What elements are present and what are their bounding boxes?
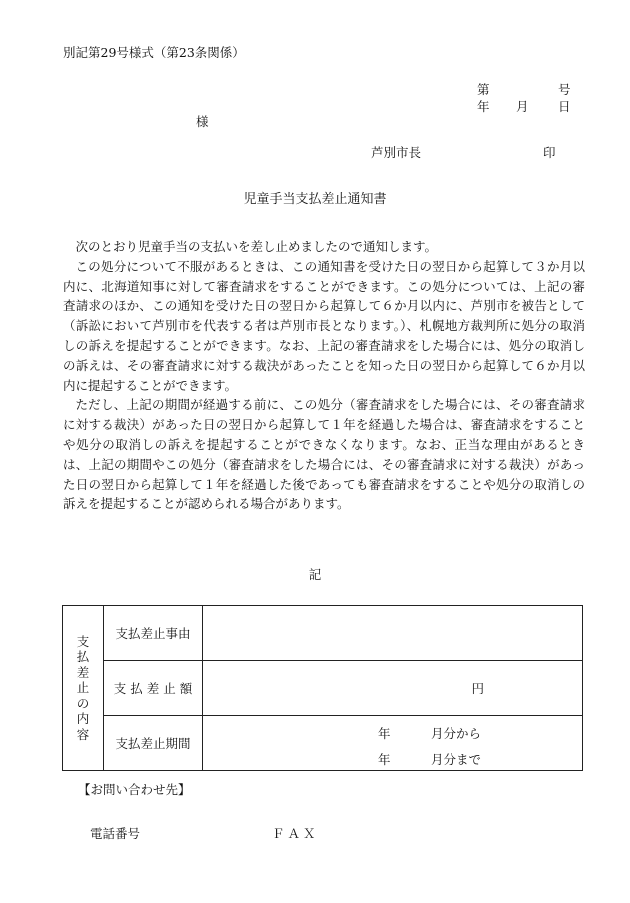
form-label: 別記第29号様式（第23条関係） xyxy=(63,45,245,60)
period-label: 支払差止期間 xyxy=(115,736,191,751)
reason-label: 支払差止事由 xyxy=(115,626,191,641)
document-number-suffix: 号 xyxy=(558,82,571,97)
reason-label-cell xyxy=(104,606,203,661)
phone-label: 電話番号 xyxy=(90,826,141,841)
date-month-label: 月 xyxy=(516,99,529,114)
date-year-label: 年 xyxy=(477,99,490,114)
issuer-name: 芦別市長 xyxy=(371,145,422,160)
body-paragraph: 次のとおり児童手当の支払いを差し止めましたので通知します。 xyxy=(75,239,438,254)
date-day-label: 日 xyxy=(558,99,571,114)
period-to-year: 年 xyxy=(378,752,391,767)
fax-label: ＦＡＸ xyxy=(272,826,319,841)
document-number-prefix: 第 xyxy=(477,82,490,97)
ki-marker: 記 xyxy=(308,567,322,582)
body-paragraph: ただし、上記の期間が経過する前に、この処分（審査請求をした場合には、その審査請求に対する裁決）があった日の翌日から起算して１年を経過した場合は、審査請求をすることや処分の取消しの訴えを提起することができなくなります。なお、正当な理由があるときは、上記の期間やこの処分（審査請求をした場合には、その審査請求に対する裁決）があった日の翌日から起算して１年を経過した後であっても審査請求をすることや処分の取消しの訴えを提起することが認められる場合があります。 xyxy=(63,397,585,512)
contact-heading: 【お問い合わせ先】 xyxy=(78,782,191,797)
recipient-honorific: 様 xyxy=(196,114,209,129)
suspension-details-table xyxy=(62,605,583,771)
period-label-cell xyxy=(104,716,203,771)
period-value-cell xyxy=(203,716,583,771)
notice-body xyxy=(63,237,585,514)
seal-mark: 印 xyxy=(543,145,556,160)
period-to-line xyxy=(378,750,481,768)
period-to-month: 月分まで xyxy=(431,752,482,767)
body-paragraph: この処分について不服があるときは、この通知書を受けた日の翌日から起算して３か月以内に、北海道知事に対して審査請求をすることができます。この処分については、上記の審査請求のほか、この通知を受けた日の翌日から起算して６か月以内に、芦別市を被告として（訴訟において芦別市を代表する者は芦別市長となります。）、札幌地方裁判所に処分の取消しの訴えを提起することができます。なお、上記の審査請求をした場合には、処分の取消しの訴えは、その審査請求に対する裁決があったことを知った日の翌日から起算して６か月以内に提起することができます。 xyxy=(63,258,585,393)
yen-unit: 円 xyxy=(471,681,484,696)
period-from-year: 年 xyxy=(378,726,391,741)
document-title: 児童手当支払差止通知書 xyxy=(243,192,387,207)
group-header-label: 支払差止の内容 xyxy=(76,633,90,742)
period-from-line xyxy=(378,724,481,742)
group-header-cell xyxy=(63,606,104,771)
period-from-month: 月分から xyxy=(431,726,482,741)
amount-label-cell xyxy=(104,661,203,716)
reason-value-cell xyxy=(203,606,583,661)
amount-value-cell xyxy=(203,661,583,716)
amount-label: 支 払 差 止 額 xyxy=(113,681,193,696)
